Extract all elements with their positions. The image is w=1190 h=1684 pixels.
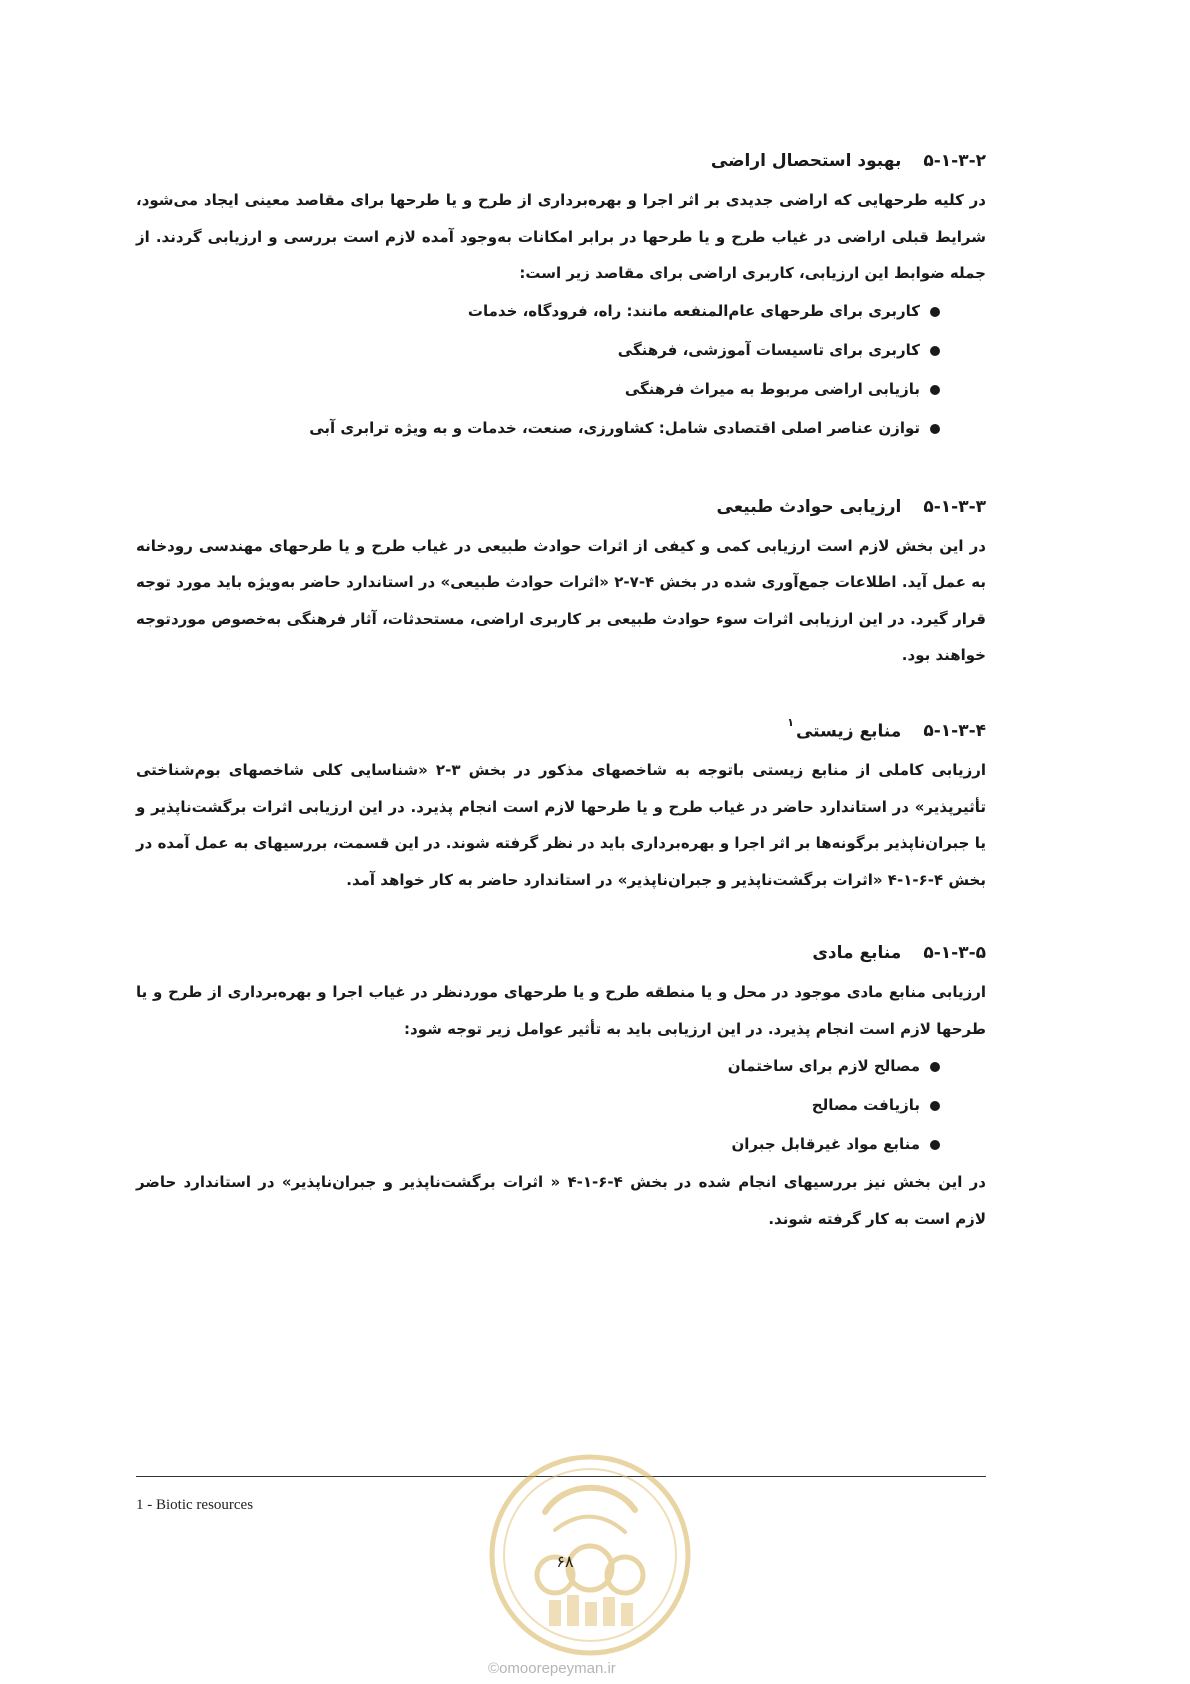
footnote-reference: ۱ — [787, 715, 794, 729]
section-paragraph: در این بخش لازم است ارزیابی کمی و کیفی از اثرات حوادث طبیعی در غیاب طرح و یا طرحهای مهندسی رودخانه به عمل آید. اطلاعات جمع‌آوری شده در بخش ۴-۷-۲ «اثرات حوادث طبیعی» در استاندارد حاضر به‌ویژه باید مورد توجه قرار گیرد. در این ارزیابی اثرات سوء حوادث طبیعی بر کاربری اراضی، مستحدثات، آثار فرهنگی به‌خصوص موردتوجه خواهند بود. — [136, 536, 986, 664]
site-watermark-label: omoorepeyman.ir — [499, 1660, 616, 1677]
bullet-icon — [930, 1101, 940, 1111]
list-item-text: منابع مواد غیرقابل جبران — [731, 1135, 920, 1154]
bullet-icon — [930, 1140, 940, 1150]
list-item-text: مصالح لازم برای ساختمان — [727, 1057, 920, 1076]
bullet-icon — [930, 346, 940, 356]
section-title: ارزیابی حوادث طبیعی — [716, 496, 902, 517]
section-closing-paragraph: در این بخش نیز بررسیهای انجام شده در بخش ۴-۶-۱-۴ « اثرات برگشت‌ناپذیر و جبران‌ناپذیر» در استاندارد حاضر لازم است به کار گرفته شوند. — [136, 1173, 986, 1228]
section-spacer — [136, 674, 986, 712]
section-paragraph: در کلیه طرحهایی که اراضی جدیدی بر اثر اجرا و بهره‌برداری از طرح و یا طرحها برای مقاصد معینی ایجاد می‌شود، شرایط قبلی اراضی در غیاب طرح و یا طرحها در برابر امکانات به‌وجود آمده لازم است بررسی و ارزیابی گردند. از جمله ضوابط این ارزیابی، کاربری اراضی برای مقاصد زیر است: — [136, 191, 986, 282]
section-natural-hazards — [136, 492, 986, 674]
list-item-text: کاربری برای طرحهای عام‌المنفعه مانند: راه، فرودگاه، خدمات — [467, 301, 920, 320]
footnote: 1 - Biotic resources — [136, 1497, 254, 1513]
section-number: ۵-۱-۳-۵ — [923, 943, 986, 964]
section-material-resources — [136, 938, 986, 1237]
section-heading — [136, 146, 986, 176]
section-land-reclamation — [136, 146, 986, 448]
copyright-icon: © — [488, 1660, 500, 1677]
list-item — [136, 370, 940, 409]
bullet-icon — [930, 424, 940, 434]
section-number: ۵-۱-۳-۳ — [923, 496, 986, 517]
section-title: منابع زیستی — [795, 721, 902, 742]
list-item — [136, 292, 940, 331]
section-heading — [136, 712, 986, 747]
section-biotic-resources — [136, 712, 986, 899]
section-title: منابع مادی — [812, 943, 902, 964]
section-spacer — [136, 898, 986, 938]
bullet-icon — [930, 307, 940, 317]
list-item — [136, 1086, 940, 1125]
list-item — [136, 1047, 940, 1086]
bullet-icon — [930, 385, 940, 395]
list-item-text: بازیافت مصالح — [811, 1096, 920, 1115]
watermark-seal-icon — [485, 1450, 695, 1660]
bullet-list — [136, 1047, 986, 1164]
site-watermark-text — [488, 1660, 616, 1677]
page-number: ۶۸ — [556, 1552, 574, 1571]
section-paragraph: ارزیابی کاملی از منابع زیستی باتوجه به شاخصهای مذکور در بخش ۳-۲ «شناسایی کلی شاخصهای بوم‌شناختی تأثیرپذیر» در استاندارد حاضر در غیاب طرح و یا طرحها لازم است انجام پذیرد. در این ارزیابی اثرات برگشت‌ناپذیر و یا جبران‌ناپذیر برگونه‌ها بر اثر اجرا و بهره‌برداری باید در نظر گرفته شوند. در این قسمت، بررسیهای به عمل آمده در بخش ۴-۶-۱-۴ «اثرات برگشت‌ناپذیر و جبران‌ناپذیر» در استاندارد حاضر به کار خواهد آمد. — [136, 761, 986, 889]
list-item-text: کاربری برای تاسیسات آموزشی، فرهنگی — [617, 340, 920, 359]
list-item — [136, 409, 940, 448]
section-heading — [136, 938, 986, 968]
list-item — [136, 331, 940, 370]
list-item — [136, 1125, 940, 1164]
list-item-text: بازیابی اراضی مربوط به میراث فرهنگی — [624, 379, 920, 398]
section-paragraph: ارزیابی منابع مادی موجود در محل و یا منطقه طرح و یا طرحهای موردنظر در غیاب اجرا و بهره‌برداری از طرح و یا طرحها لازم است انجام پذیرد. در این ارزیابی باید به تأثیر عوامل زیر توجه شود: — [136, 983, 986, 1038]
section-heading — [136, 492, 986, 522]
section-title: بهبود استحصال اراضی — [710, 151, 902, 171]
section-number: ۵-۱-۳-۴ — [923, 721, 986, 742]
bullet-list — [136, 292, 986, 448]
page-content — [136, 146, 986, 1237]
section-number: ۵-۱-۳-۲ — [923, 151, 986, 171]
bullet-icon — [930, 1062, 940, 1072]
section-spacer — [136, 448, 986, 492]
list-item-text: توازن عناصر اصلی اقتصادی شامل: کشاورزی، صنعت، خدمات و به ویژه ترابری آبی — [309, 418, 920, 437]
